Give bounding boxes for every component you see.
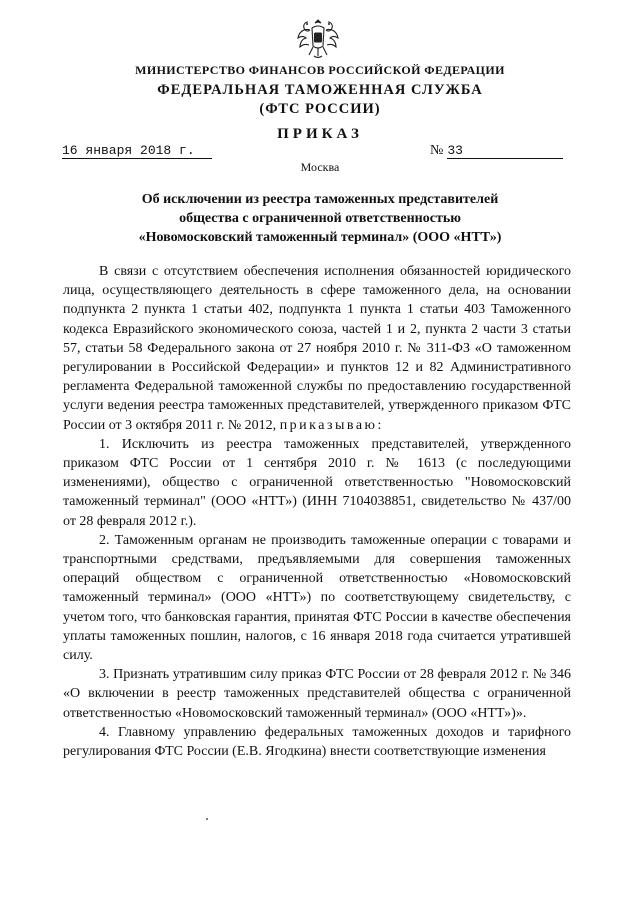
page-mark [206,818,208,820]
paragraph-4: 4. Главному управлению федеральных таможенных доходов и тарифного регулирования ФТС России (Е.В. Ягодкина) внести соответствующие изменения [63,724,571,760]
service-name: ФЕДЕРАЛЬНАЯ ТАМОЖЕННАЯ СЛУЖБА [157,82,483,98]
service-short-name: (ФТС РОССИИ) [259,101,381,117]
subject-line: Об исключении из реестра таможенных представителей [141,192,499,207]
paragraph-3: 3. Признать утратившим силу приказ ФТС России от 28 февраля 2012 г. № 346 «О включении в реестр таможенных представителей общества с ограниченной ответственностью «Новомосковский таможенный терминал» (ООО «НТТ»)». [63,667,571,721]
intro-paragraph [63,262,571,435]
document-type: ПРИКАЗ [277,126,363,142]
order-number-label: № [430,143,444,158]
order-subject [0,190,640,247]
order-word: приказываю: [279,417,384,433]
subject-line: «Новомосковский таможенный терминал» (ООО «НТТ») [138,230,502,245]
coat-of-arms-emblem [296,14,340,62]
order-body [63,262,571,761]
city: Москва [300,160,340,174]
order-number [430,143,563,159]
order-date: 16 января 2018 г. [62,143,212,159]
ministry-name: МИНИСТЕРСТВО ФИНАНСОВ РОССИЙСКОЙ ФЕДЕРАЦИИ [135,63,505,77]
subject-line: общества с ограниченной ответственностью [179,211,461,226]
paragraph-1: 1. Исключить из реестра таможенных представителей, утвержденного приказом ФТС России от 1 сентября 2010 г. № 1613 (с последующими изменениями), общество с ограниченной ответственностью "Новомосковский таможенный терминал" (ООО «НТТ») (ИНН 7104038851, свидетельство № 437/00 от 28 февраля 2012 г.). [63,436,571,529]
paragraph-2: 2. Таможенным органам не производить таможенные операции с товарами и транспортными средствами, предъявляемыми для совершения таможенных операций обществом с ограниченной ответственностью «Новомосковский таможенный терминал» (ООО «НТТ») по соответствующему свидетельству, с учетом того, что банковская гарантия, принятая ФТС России в качестве обеспечения уплаты таможенных пошлин, налогов, с 16 января 2018 года считается утратившей силу. [63,532,571,664]
order-number-value: 33 [447,143,563,159]
intro-text: В связи с отсутствием обеспечения исполнения обязанностей юридического лица, осуществляющего деятельность в сфере таможенного дела, на основании подпункта 2 пункта 1 статьи 402, подпункта 1 пункта 1 статьи 403 Таможенного кодекса Евразийского экономического союза, частей 1 и 2, пункта 2 части 3 статьи 57, статьи 58 Федерального закона от 27 ноября 2010 г. № 311-ФЗ «О таможенном регулировании в Российской Федерации» и пунктов 12 и 82 Административного регламента Федеральной таможенной службы по предоставлению государственной услуги ведения реестра таможенных представителей, утвержденного приказом ФТС России от 3 октября 2011 г. № 2012, [63,264,571,433]
